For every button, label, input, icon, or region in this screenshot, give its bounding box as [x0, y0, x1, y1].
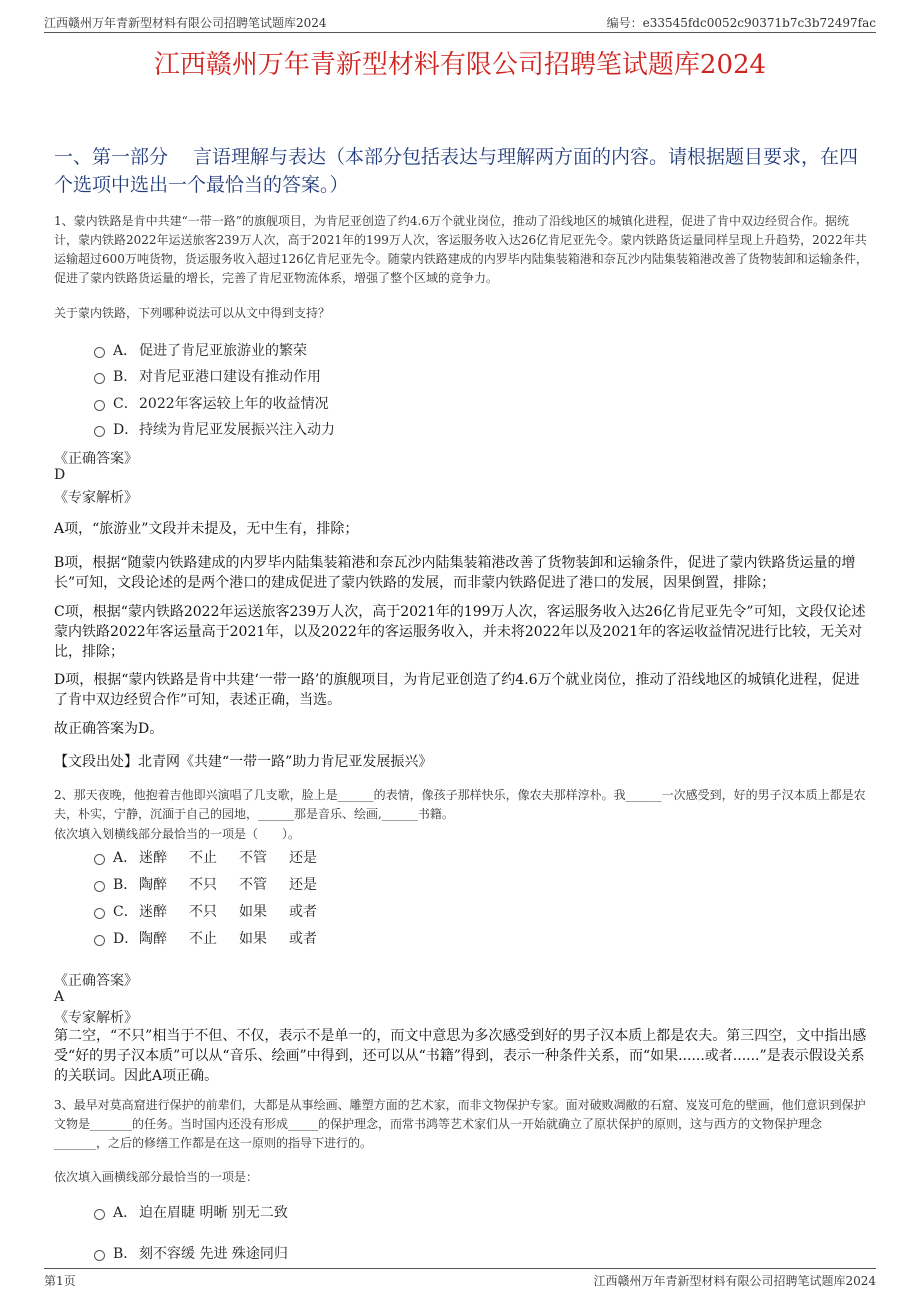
option-text: 2022年客运较上年的收益情况 [139, 396, 329, 412]
q2-option-b[interactable] [94, 874, 317, 894]
radio-icon[interactable] [94, 1209, 105, 1220]
option-word: 还是 [289, 877, 317, 893]
option-text: 刻不容缓 先进 殊途同归 [139, 1246, 288, 1262]
q2-prompt: 依次填入划横线部分最恰当的一项是（ ）。 [54, 827, 301, 841]
option-word: 不止 [189, 931, 217, 947]
option-key: D． [113, 931, 139, 947]
q2-option-a[interactable] [94, 847, 317, 867]
option-text: 迫在眉睫 明晰 别无二致 [139, 1205, 288, 1221]
q2-answer-label: 《正确答案》 [54, 973, 138, 989]
page-title: 江西赣州万年青新型材料有限公司招聘笔试题库2024 [153, 50, 767, 80]
option-word: 或者 [289, 904, 317, 920]
radio-icon[interactable] [94, 881, 105, 892]
option-text: 持续为肯尼亚发展振兴注入动力 [139, 422, 335, 438]
q3-option-b[interactable] [94, 1243, 288, 1263]
page-number: 第1页 [44, 1274, 76, 1288]
option-text: 对肯尼亚港口建设有推动作用 [139, 369, 321, 385]
q3-option-a[interactable] [94, 1202, 288, 1222]
q3-passage: 3、最早对莫高窟进行保护的前辈们，大都是从事绘画、雕塑方面的艺术家，而非文物保护专家。面对破败凋敝的石窟、岌岌可危的壁画，他们意识到保护文物是_______的任务。当时国内还没有形成_____的保护理念，而常书鸿等艺术家们从一开始就确立了原状保护的原则，这与西方的文物保护理念_______，之后的修缮工作都是在这一原则的指导下进行的。 [54, 1098, 866, 1150]
radio-icon[interactable] [94, 373, 105, 384]
option-word: 迷醉 [139, 904, 167, 920]
footer-divider [44, 1268, 876, 1269]
q1-conclusion: 故正确答案为D。 [54, 721, 164, 737]
option-key: B． [113, 877, 138, 893]
option-key: A． [113, 1205, 138, 1221]
header-left-text: 江西赣州万年青新型材料有限公司招聘笔试题库2024 [44, 16, 327, 30]
header-doc-id: 编号：e33545fdc0052c90371b7c3b72497fac [606, 16, 876, 30]
q1-analysis-a: A项，“旅游业”文段并未提及，无中生有，排除； [54, 521, 359, 537]
q1-option-d[interactable] [94, 419, 335, 439]
radio-icon[interactable] [94, 400, 105, 411]
q2-analysis: 第二空，“不只”相当于不但、不仅，表示不是单一的，而文中意思为多次感受到好的男子汉本质上都是农夫。第三四空，文中指出感受“好的男子汉本质”可以从“音乐、绘画”中得到，还可以从“书籍”得到，表示一种条件关系，而“如果......或者......”是表示假设关系的关联词。因此A项正确。 [54, 1028, 867, 1084]
q1-answer-label: 《正确答案》 [54, 451, 138, 467]
radio-icon[interactable] [94, 935, 105, 946]
option-word: 陶醉 [139, 931, 167, 947]
option-key: A． [113, 343, 138, 359]
q1-analysis-b: B项，根据“随蒙内铁路建成的内罗毕内陆集装箱港和奈瓦沙内陆集装箱港改善了货物装卸和运输条件，促进了蒙内铁路货运量的增长”可知，文段论述的是两个港口的建成促进了蒙内铁路的发展，而非蒙内铁路促进了港口的发展，因果倒置，排除； [54, 555, 856, 591]
q2-passage: 2、那天夜晚，他抱着吉他即兴演唱了几支歌，脸上是______的表情，像孩子那样快乐，像农夫那样淳朴。我______一次感受到，好的男子汉本质上都是农夫，朴实，宁静，沉湎于自己的园地，______那是音乐、绘画,______书籍。 [54, 788, 866, 821]
option-word: 如果 [239, 904, 267, 920]
footer-title: 江西赣州万年青新型材料有限公司招聘笔试题库2024 [593, 1274, 876, 1288]
option-key: A． [113, 850, 138, 866]
option-key: B． [113, 369, 138, 385]
q1-analysis-label: 《专家解析》 [54, 490, 138, 506]
q1-answer: D [54, 467, 66, 483]
option-text: 促进了肯尼亚旅游业的繁荣 [139, 343, 307, 359]
q2-option-d[interactable] [94, 928, 317, 948]
q3-prompt: 依次填入画横线部分最恰当的一项是： [54, 1170, 259, 1184]
q1-option-a[interactable] [94, 340, 307, 360]
option-word: 迷醉 [139, 850, 167, 866]
option-word: 不只 [189, 877, 217, 893]
option-key: B． [113, 1246, 138, 1262]
option-key: C． [113, 396, 138, 412]
section-heading: 一、第一部分 言语理解与表达（本部分包括表达与理解两方面的内容。请根据题目要求，在四个选项中选出一个最恰当的答案。） [54, 146, 859, 196]
q1-source: 【文段出处】北青网《共建“一带一路”助力肯尼亚发展振兴》 [54, 754, 433, 770]
q2-answer: A [54, 989, 65, 1005]
q1-passage: 1、蒙内铁路是肯中共建“一带一路”的旗舰项目，为肯尼亚创造了约4.6万个就业岗位，推动了沿线地区的城镇化进程，促进了肯中双边经贸合作。据统计，蒙内铁路2022年运送旅客239万人次，高于2021年的199万人次，客运服务收入达26亿肯尼亚先令。蒙内铁路货运量同样呈现上升趋势，2022年共运输超过600万吨货物，货运服务收入超过126亿肯尼亚先令。随蒙内铁路建成的内罗毕内陆集装箱港和奈瓦沙内陆集装箱港改善了货物装卸和运输条件，促进了蒙内铁路货运量的增长，完善了肯尼亚物流体系，增强了整个区域的竞争力。 [54, 214, 868, 285]
q1-prompt: 关于蒙内铁路，下列哪种说法可以从文中得到支持？ [54, 306, 331, 320]
q1-analysis-c: C项，根据“蒙内铁路2022年运送旅客239万人次，高于2021年的199万人次，客运服务收入达26亿肯尼亚先令”可知，文段仅论述蒙内铁路2022年客运量高于2021年，以及2022年的客运服务收入，并未将2022年以及2021年的客运收益情况进行比较，无关对比，排除； [54, 604, 866, 660]
q2-analysis-label: 《专家解析》 [54, 1010, 138, 1026]
option-word: 还是 [289, 850, 317, 866]
option-word: 不管 [239, 850, 267, 866]
option-word: 不管 [239, 877, 267, 893]
option-key: C． [113, 904, 138, 920]
option-word: 或者 [289, 931, 317, 947]
radio-icon[interactable] [94, 1250, 105, 1261]
radio-icon[interactable] [94, 347, 105, 358]
radio-icon[interactable] [94, 854, 105, 865]
option-word: 如果 [239, 931, 267, 947]
option-word: 不止 [189, 850, 217, 866]
q1-option-c[interactable] [94, 393, 329, 413]
radio-icon[interactable] [94, 908, 105, 919]
page-header [0, 0, 920, 32]
option-key: D． [113, 422, 139, 438]
q1-option-b[interactable] [94, 366, 321, 386]
option-word: 陶醉 [139, 877, 167, 893]
q2-option-c[interactable] [94, 901, 317, 921]
header-divider [44, 32, 876, 33]
option-word: 不只 [189, 904, 217, 920]
q1-analysis-d: D项，根据“蒙内铁路是肯中共建‘一带一路’的旗舰项目，为肯尼亚创造了约4.6万个就业岗位，推动了沿线地区的城镇化进程，促进了肯中双边经贸合作”可知，表述正确，当选。 [54, 672, 860, 708]
radio-icon[interactable] [94, 426, 105, 437]
